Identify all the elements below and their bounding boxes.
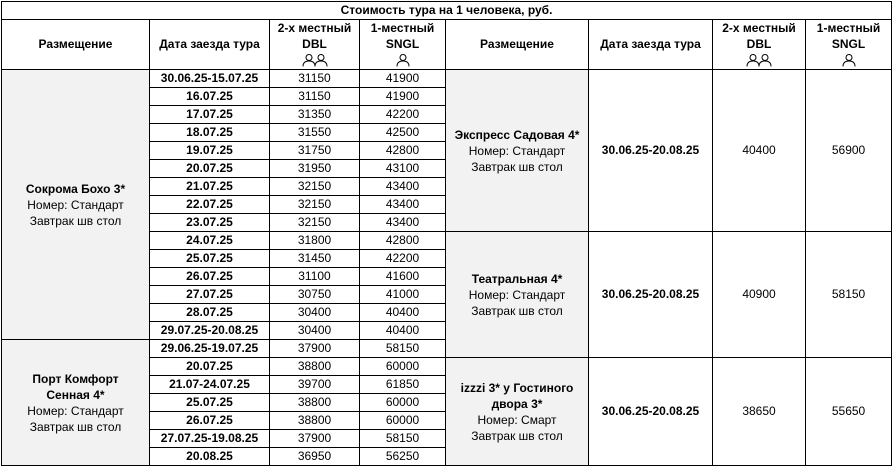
dbl-price: 31450 [270, 250, 360, 268]
person-icon [842, 54, 856, 67]
hotel-name-line2: двора 3* [491, 396, 543, 411]
header-dbl-right [713, 20, 806, 70]
sngl-price: 43100 [360, 160, 446, 178]
header-sngl-left [360, 20, 446, 70]
dbl-price: 31150 [270, 88, 360, 106]
dbl-price: 31550 [270, 124, 360, 142]
header-sngl-line2: SNGL [831, 37, 866, 51]
table-title: Стоимость тура на 1 человека, руб. [2, 2, 892, 20]
sngl-price: 58150 [360, 430, 446, 448]
hotel-board: Завтрак шв стол [471, 159, 563, 174]
date-cell: 30.06.25-20.08.25 [589, 232, 713, 358]
hotel-room: Номер: Стандарт [27, 197, 124, 212]
dbl-price: 31100 [270, 268, 360, 286]
two-persons-icon [302, 54, 328, 67]
dbl-price: 37900 [270, 340, 360, 358]
hotel-room: Номер: Стандарт [468, 143, 566, 158]
hotel-cell-left [2, 340, 150, 466]
header-date-left: Дата заезда тура [150, 20, 270, 70]
hotel-name: Театральная 4* [471, 271, 563, 286]
dbl-price: 31750 [270, 142, 360, 160]
dbl-price: 32150 [270, 196, 360, 214]
sngl-price: 43400 [360, 214, 446, 232]
dbl-price: 39700 [270, 376, 360, 394]
header-date-right: Дата заезда тура [589, 20, 713, 70]
sngl-price: 43400 [360, 196, 446, 214]
sngl-price: 42500 [360, 124, 446, 142]
date-cell: 27.07.25-19.08.25 [150, 430, 270, 448]
date-cell: 30.06.25-15.07.25 [150, 70, 270, 88]
sngl-price: 41900 [360, 70, 446, 88]
sngl-price: 58150 [806, 232, 892, 358]
date-cell: 23.07.25 [150, 214, 270, 232]
date-cell: 29.06.25-19.07.25 [150, 340, 270, 358]
sngl-price: 42800 [360, 232, 446, 250]
dbl-price: 40900 [713, 232, 806, 358]
date-cell: 20.08.25 [150, 448, 270, 466]
hotel-name-line2: Сенная 4* [46, 387, 105, 402]
header-dbl-line2: DBL [302, 37, 327, 51]
sngl-price: 61850 [360, 376, 446, 394]
header-dbl-line1: 2-х местный [277, 21, 352, 35]
dbl-price: 31150 [270, 70, 360, 88]
date-cell: 29.07.25-20.08.25 [150, 322, 270, 340]
date-cell: 21.07-24.07.25 [150, 376, 270, 394]
header-sngl-line1: 1-местный [370, 21, 435, 35]
hotel-name-line1: izzzi 3* у Гостиного [460, 380, 574, 395]
dbl-price: 38650 [713, 358, 806, 466]
dbl-price: 31800 [270, 232, 360, 250]
sngl-price: 40400 [360, 322, 446, 340]
date-cell: 20.07.25 [150, 160, 270, 178]
date-cell: 19.07.25 [150, 142, 270, 160]
date-cell: 17.07.25 [150, 106, 270, 124]
hotel-cell-right [446, 232, 589, 358]
date-cell: 25.07.25 [150, 394, 270, 412]
dbl-price: 30750 [270, 286, 360, 304]
date-cell: 28.07.25 [150, 304, 270, 322]
sngl-price: 43400 [360, 178, 446, 196]
header-dbl-line1: 2-х местный [722, 21, 796, 35]
hotel-cell-left [2, 70, 150, 340]
dbl-price: 37900 [270, 430, 360, 448]
date-cell: 24.07.25 [150, 232, 270, 250]
table-row [2, 70, 892, 88]
dbl-price: 38800 [270, 358, 360, 376]
hotel-board: Завтрак шв стол [471, 303, 563, 318]
header-sngl-right [806, 20, 892, 70]
sngl-price: 60000 [360, 358, 446, 376]
sngl-price: 55650 [806, 358, 892, 466]
date-cell: 27.07.25 [150, 286, 270, 304]
date-cell: 25.07.25 [150, 250, 270, 268]
date-cell: 18.07.25 [150, 124, 270, 142]
header-sngl-line1: 1-местный [816, 21, 881, 35]
sngl-price: 58150 [360, 340, 446, 358]
sngl-price: 56900 [806, 70, 892, 232]
header-placement-left: Размещение [2, 20, 150, 70]
dbl-price: 40400 [713, 70, 806, 232]
hotel-cell-right [446, 358, 589, 466]
dbl-price: 32150 [270, 178, 360, 196]
sngl-price: 41600 [360, 268, 446, 286]
header-row [2, 20, 892, 70]
date-cell: 16.07.25 [150, 88, 270, 106]
sngl-price: 42800 [360, 142, 446, 160]
sngl-price: 42200 [360, 106, 446, 124]
dbl-price: 36950 [270, 448, 360, 466]
hotel-board: Завтрак шв стол [29, 419, 122, 434]
sngl-price: 40400 [360, 304, 446, 322]
two-persons-icon [746, 54, 772, 67]
dbl-price: 31350 [270, 106, 360, 124]
header-placement-right: Размещение [446, 20, 589, 70]
dbl-price: 31950 [270, 160, 360, 178]
sngl-price: 60000 [360, 412, 446, 430]
dbl-price: 30400 [270, 304, 360, 322]
sngl-price: 41900 [360, 88, 446, 106]
header-dbl-line2: DBL [746, 37, 772, 51]
hotel-room: Номер: Смарт [477, 412, 557, 427]
hotel-board: Завтрак шв стол [471, 428, 563, 443]
date-cell: 21.07.25 [150, 178, 270, 196]
sngl-price: 41000 [360, 286, 446, 304]
date-cell: 22.07.25 [150, 196, 270, 214]
title-row [2, 2, 892, 20]
date-cell: 30.06.25-20.08.25 [589, 70, 713, 232]
hotel-room: Номер: Стандарт [27, 403, 124, 418]
hotel-board: Завтрак шв стол [29, 213, 122, 228]
sngl-price: 56250 [360, 448, 446, 466]
hotel-name: Экспресс Садовая 4* [454, 127, 580, 142]
hotel-room: Номер: Стандарт [468, 287, 566, 302]
dbl-price: 32150 [270, 214, 360, 232]
date-cell: 30.06.25-20.08.25 [589, 358, 713, 466]
sngl-price: 42200 [360, 250, 446, 268]
header-dbl-left [270, 20, 360, 70]
person-icon [396, 54, 410, 67]
date-cell: 26.07.25 [150, 412, 270, 430]
dbl-price: 30400 [270, 322, 360, 340]
date-cell: 20.07.25 [150, 358, 270, 376]
hotel-name: Сокрома Бохо 3* [25, 181, 126, 196]
header-sngl-line2: SNGL [385, 37, 420, 51]
sngl-price: 60000 [360, 394, 446, 412]
hotel-name-line1: Порт Комфорт [32, 371, 119, 386]
dbl-price: 38800 [270, 394, 360, 412]
hotel-cell-right [446, 70, 589, 232]
date-cell: 26.07.25 [150, 268, 270, 286]
dbl-price: 38800 [270, 412, 360, 430]
price-table [1, 1, 892, 466]
